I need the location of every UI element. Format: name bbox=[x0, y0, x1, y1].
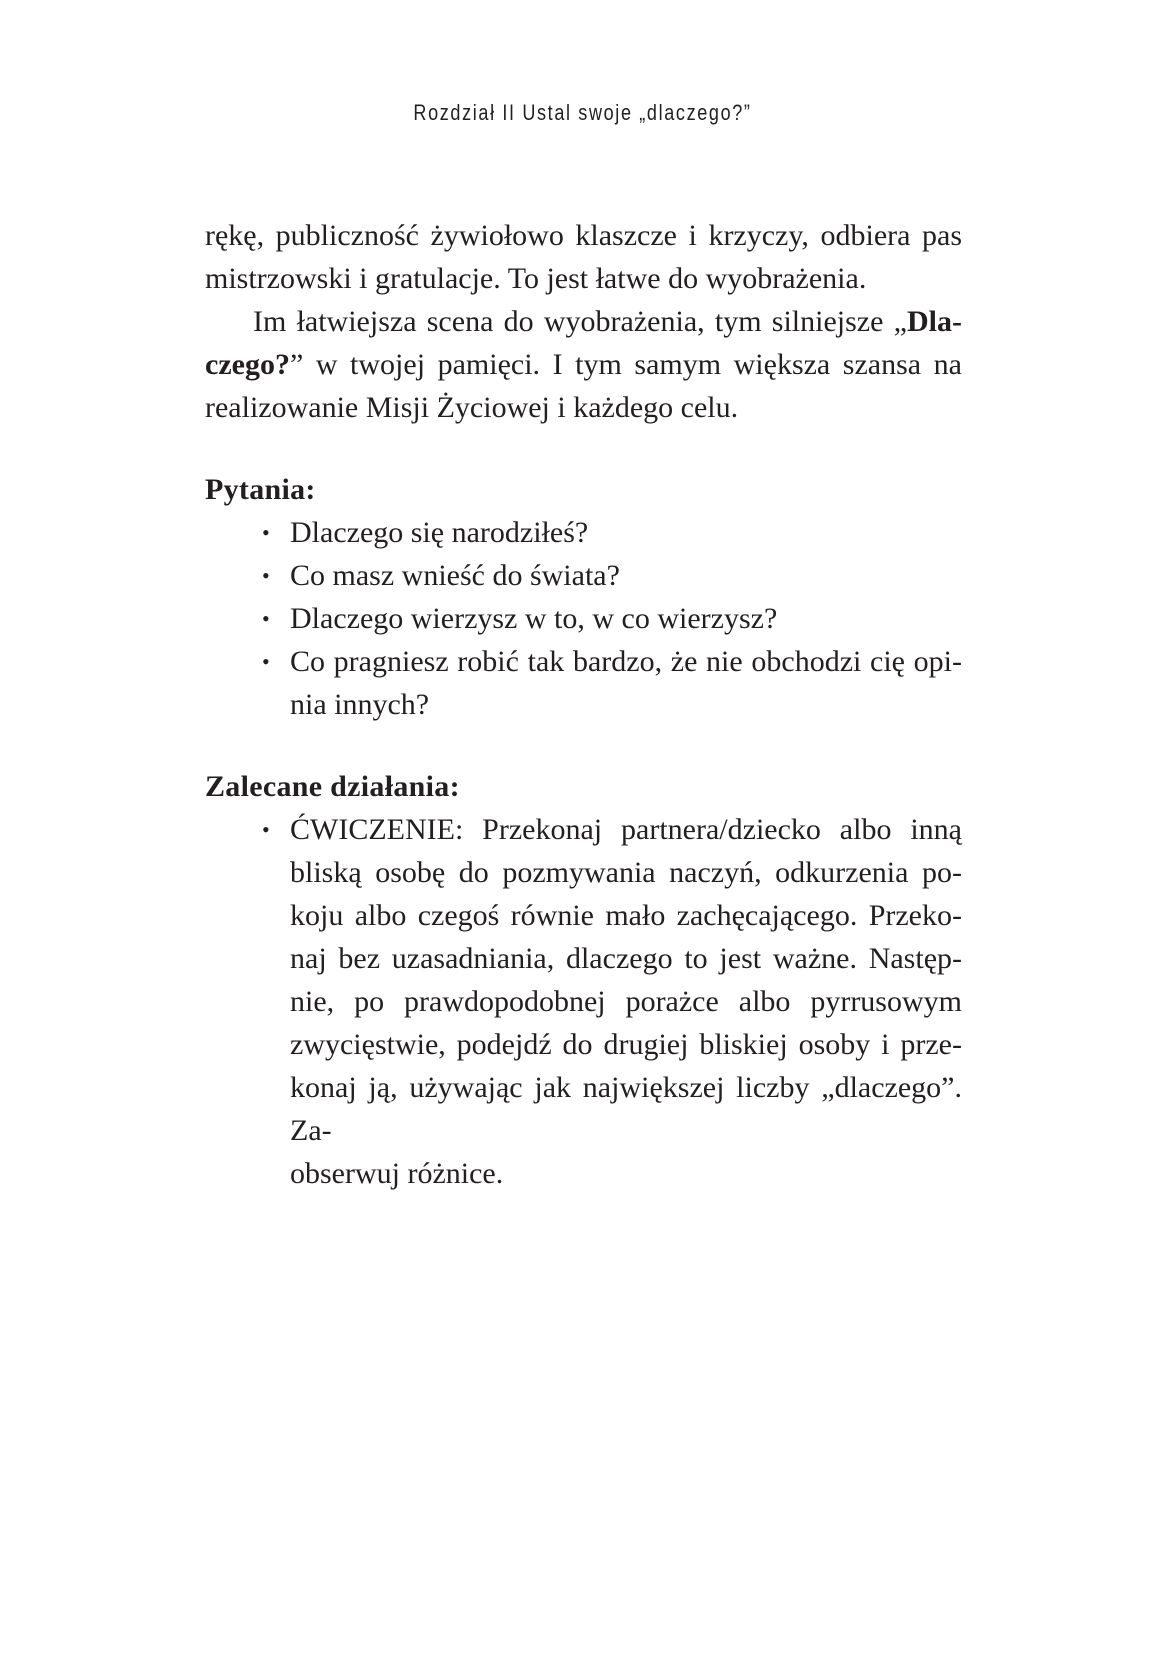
list-item-line: naj bez uzasadniania, dlaczego to jest ważne. Następ- bbox=[290, 942, 962, 975]
list-item-line: obserwuj różnice. bbox=[290, 1157, 504, 1190]
list-item-line: bliską osobę do pozmywania naczyń, odkurzenia po- bbox=[290, 856, 962, 889]
list-item-line: zwycięstwie, podejdź do drugiej bliskiej osoby i prze- bbox=[290, 1028, 962, 1061]
page-body bbox=[205, 214, 962, 1195]
paragraph bbox=[205, 214, 962, 300]
paragraph-line bbox=[205, 343, 962, 386]
running-head: Rozdział II Ustal swoje „dlaczego?” bbox=[413, 100, 752, 125]
paragraph-line: realizowanie Misji Życiowej i każdego celu. bbox=[205, 391, 739, 424]
bullet-icon: • bbox=[262, 817, 270, 842]
bullet-icon: • bbox=[262, 520, 270, 545]
list-item-line: nia innych? bbox=[290, 688, 430, 721]
bullet-icon: • bbox=[262, 606, 270, 631]
list-item-line: konaj ją, używając jak największej liczby „dlaczego”. Za- bbox=[290, 1071, 962, 1147]
bullet-icon: • bbox=[262, 563, 270, 588]
list-item-line: ĆWICZENIE: Przekonaj partnera/dziecko albo inną bbox=[290, 813, 962, 846]
list-item bbox=[262, 597, 962, 640]
paragraph-text: ” w twojej pamięci. I tym samym większa szansa na bbox=[289, 348, 962, 381]
list-item-line: nie, po prawdopodobnej porażce albo pyrrusowym bbox=[290, 985, 962, 1018]
list-item-line: Dlaczego się narodziłeś? bbox=[290, 516, 589, 549]
bold-term: Dla- bbox=[907, 305, 962, 338]
list-item bbox=[262, 511, 962, 554]
list-item-line: Dlaczego wierzysz w to, w co wierzysz? bbox=[290, 602, 778, 635]
section-heading-questions: Pytania: bbox=[205, 473, 316, 506]
paragraph bbox=[205, 300, 962, 429]
list-item-line: Co masz wnieść do świata? bbox=[290, 559, 620, 592]
section-heading-actions: Zalecane działania: bbox=[205, 770, 460, 803]
list-item-line: koju albo czegoś równie mało zachęcającego. Przeko- bbox=[290, 899, 962, 932]
paragraph-line: mistrzowski i gratulacje. To jest łatwe do wyobrażenia. bbox=[205, 262, 867, 295]
paragraph-text: Im łatwiejsza scena do wyobrażenia, tym silniejsze „ bbox=[253, 305, 907, 338]
paragraph-line: rękę, publiczność żywiołowo klaszcze i krzyczy, odbiera pas bbox=[205, 219, 962, 252]
bullet-icon: • bbox=[262, 649, 270, 674]
bold-term: czego? bbox=[205, 348, 290, 381]
list-item bbox=[262, 640, 962, 726]
actions-list bbox=[205, 808, 962, 1195]
list-item-line: Co pragniesz robić tak bardzo, że nie obchodzi cię opi- bbox=[290, 645, 962, 678]
paragraph-line bbox=[205, 300, 962, 343]
list-item bbox=[262, 808, 962, 1195]
list-item bbox=[262, 554, 962, 597]
questions-list bbox=[205, 511, 962, 726]
